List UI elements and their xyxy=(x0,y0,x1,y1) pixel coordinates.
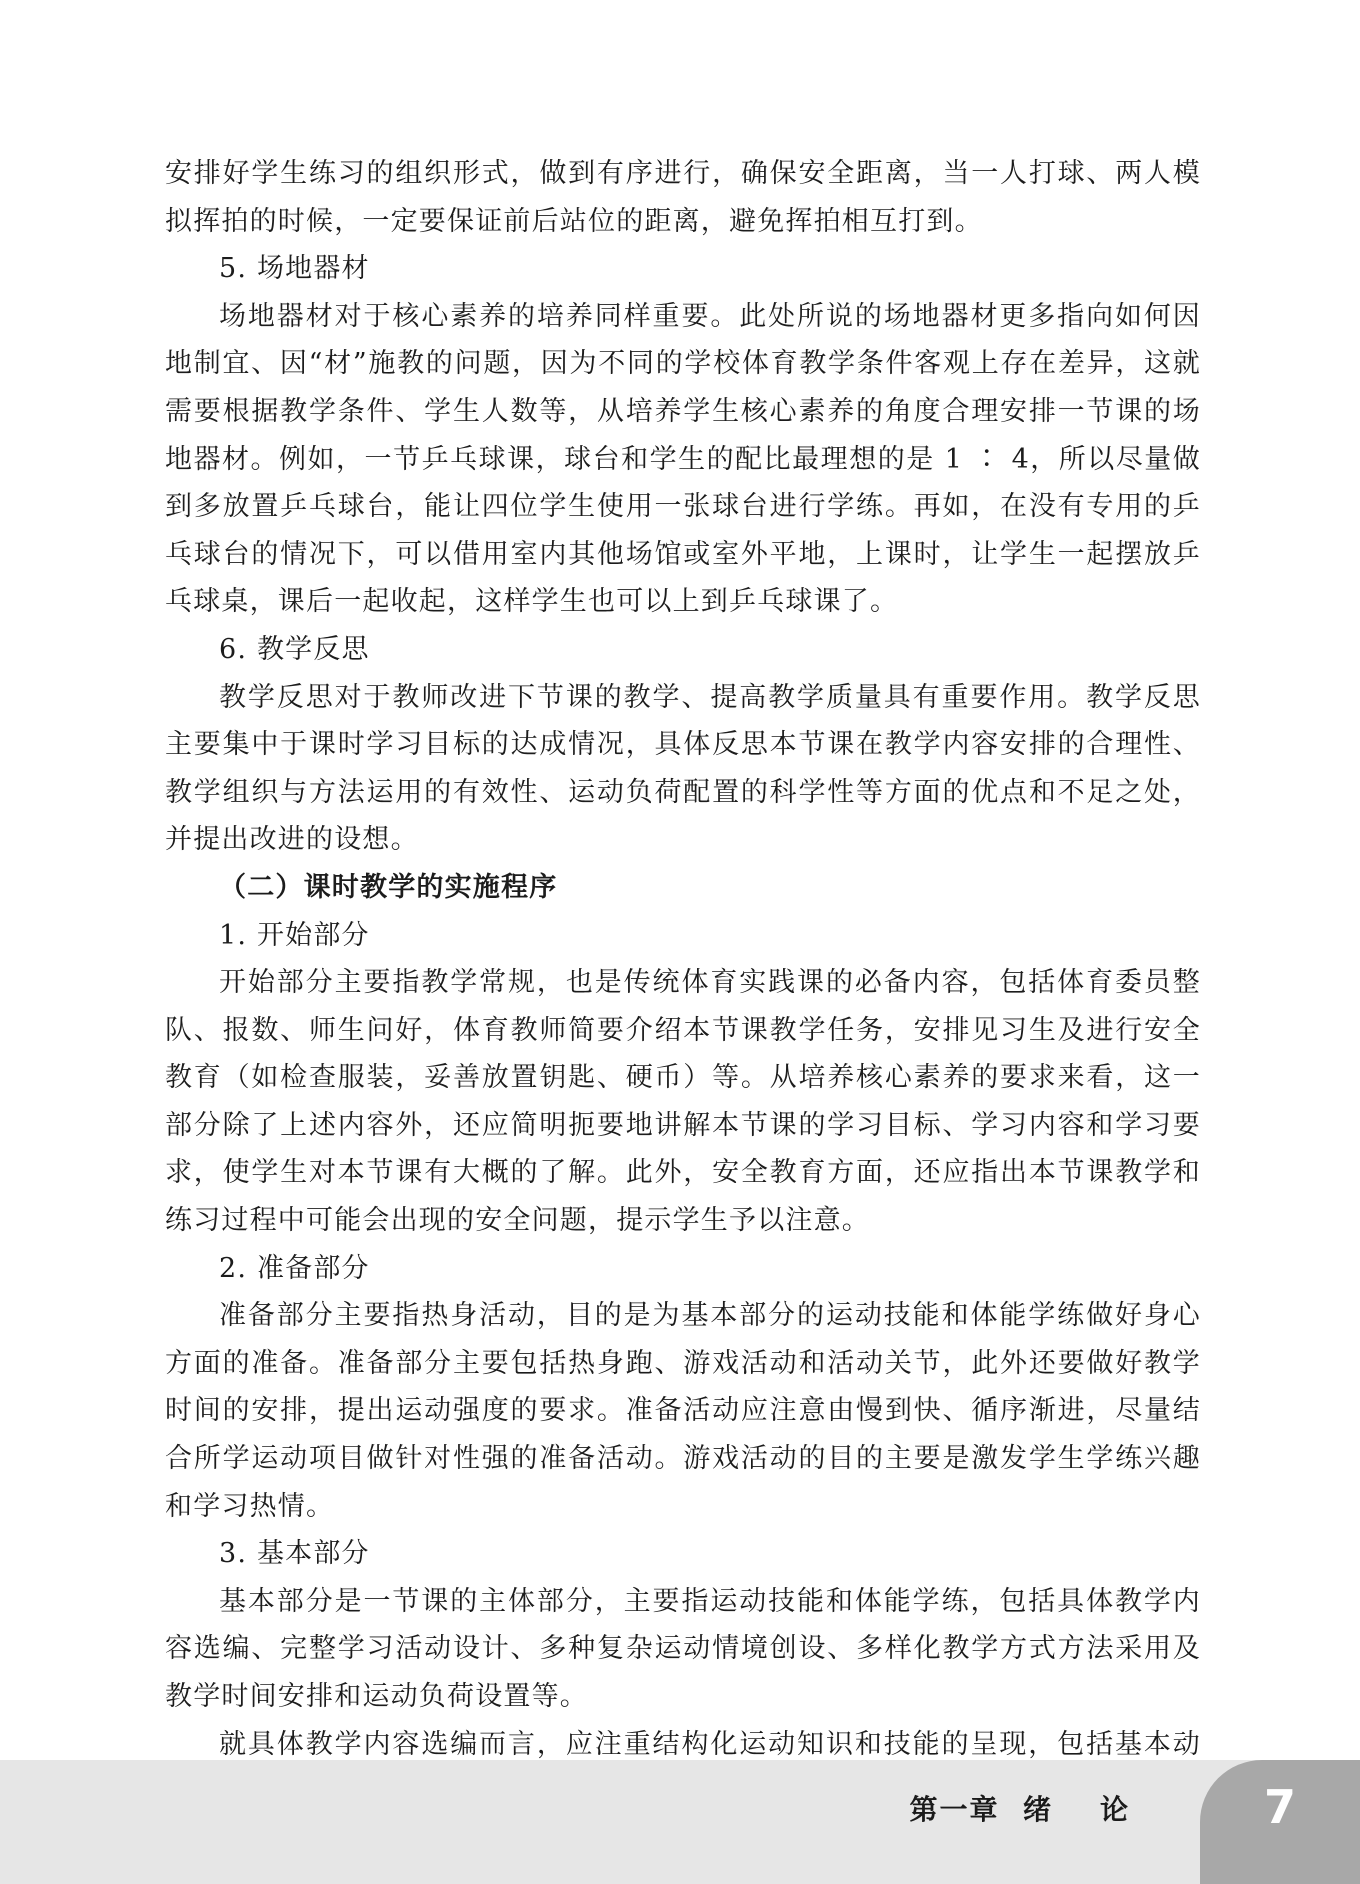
heading-teaching-reflection: 6. 教学反思 xyxy=(219,633,370,665)
heading-preparation-part: 2. 准备部分 xyxy=(219,1252,370,1284)
footer-band xyxy=(0,1760,1360,1884)
section-heading-implementation: （二）课时教学的实施程序 xyxy=(219,871,558,903)
paragraph-safety-continued: 安排好学生练习的组织形式，做到有序进行，确保安全距离，当一人打球、两人模拟挥拍的时候，一定要保证前后站位的距离，避免挥拍相互打到。 xyxy=(165,158,1201,237)
heading-opening-part: 1. 开始部分 xyxy=(219,919,370,951)
paragraph-teaching-reflection: 教学反思对于教师改进下节课的教学、提高教学质量具有重要作用。教学反思主要集中于课时学习目标的达成情况，具体反思本节课在教学内容安排的合理性、教学组织与方法运用的有效性、运动负荷配置的科学性等方面的优点和不足之处，并提出改进的设想。 xyxy=(165,681,1201,856)
paragraph-basic-part: 基本部分是一节课的主体部分，主要指运动技能和体能学练，包括具体教学内容选编、完整学习活动设计、多种复杂运动情境创设、多样化教学方式方法采用及教学时间安排和运动负荷设置等。 xyxy=(165,1585,1201,1712)
heading-venue-equipment: 5. 场地器材 xyxy=(219,253,370,285)
paragraph-opening-part: 开始部分主要指教学常规，也是传统体育实践课的必备内容，包括体育委员整队、报数、师生问好，体育教师简要介绍本节课教学任务，安排见习生及进行安全教育（如检查服装，妥善放置钥匙、硬币）等。从培养核心素养的要求来看，这一部分除了上述内容外，还应简明扼要地讲解本节课的学习目标、学习内容和学习要求，使学生对本节课有大概的了解。此外，安全教育方面，还应指出本节课教学和练习过程中可能会出现的安全问题，提示学生予以注意。 xyxy=(165,967,1201,1237)
page-number: 7 xyxy=(1263,1780,1296,1834)
chapter-title: 第一章 绪 论 xyxy=(909,1793,1130,1826)
heading-basic-part: 3. 基本部分 xyxy=(219,1538,370,1570)
paragraph-venue-equipment: 场地器材对于核心素养的培养同样重要。此处所说的场地器材更多指向如何因地制宜、因“材”施教的问题，因为不同的学校体育教学条件客观上存在差异，这就需要根据教学条件、学生人数等，从培养学生核心素养的角度合理安排一节课的场地器材。例如，一节乒乓球课，球台和学生的配比最理想的是 1 ∶ 4，所以尽量做到多放置乒乓球台，能让四位学生使用一张球台进行学练。再如，在没有专用的乒乓球台的情况下，可以借用室内其他场馆或室外平地，上课时，让学生一起摆放乒乓球桌，课后一起收起，这样学生也可以上到乒乓球课了。 xyxy=(165,300,1201,618)
paragraph-content-selection: 就具体教学内容选编而言，应注重结构化运动知识和技能的呈现，包括基本动 xyxy=(219,1728,1201,1760)
page-body xyxy=(165,150,1201,1816)
paragraph-preparation-part: 准备部分主要指热身活动，目的是为基本部分的运动技能和体能学练做好身心方面的准备。准备部分主要包括热身跑、游戏活动和活动关节，此外还要做好教学时间的安排，提出运动强度的要求。准备活动应注意由慢到快、循序渐进，尽量结合所学运动项目做针对性强的准备活动。游戏活动的目的主要是激发学生学练兴趣和学习热情。 xyxy=(165,1300,1201,1522)
